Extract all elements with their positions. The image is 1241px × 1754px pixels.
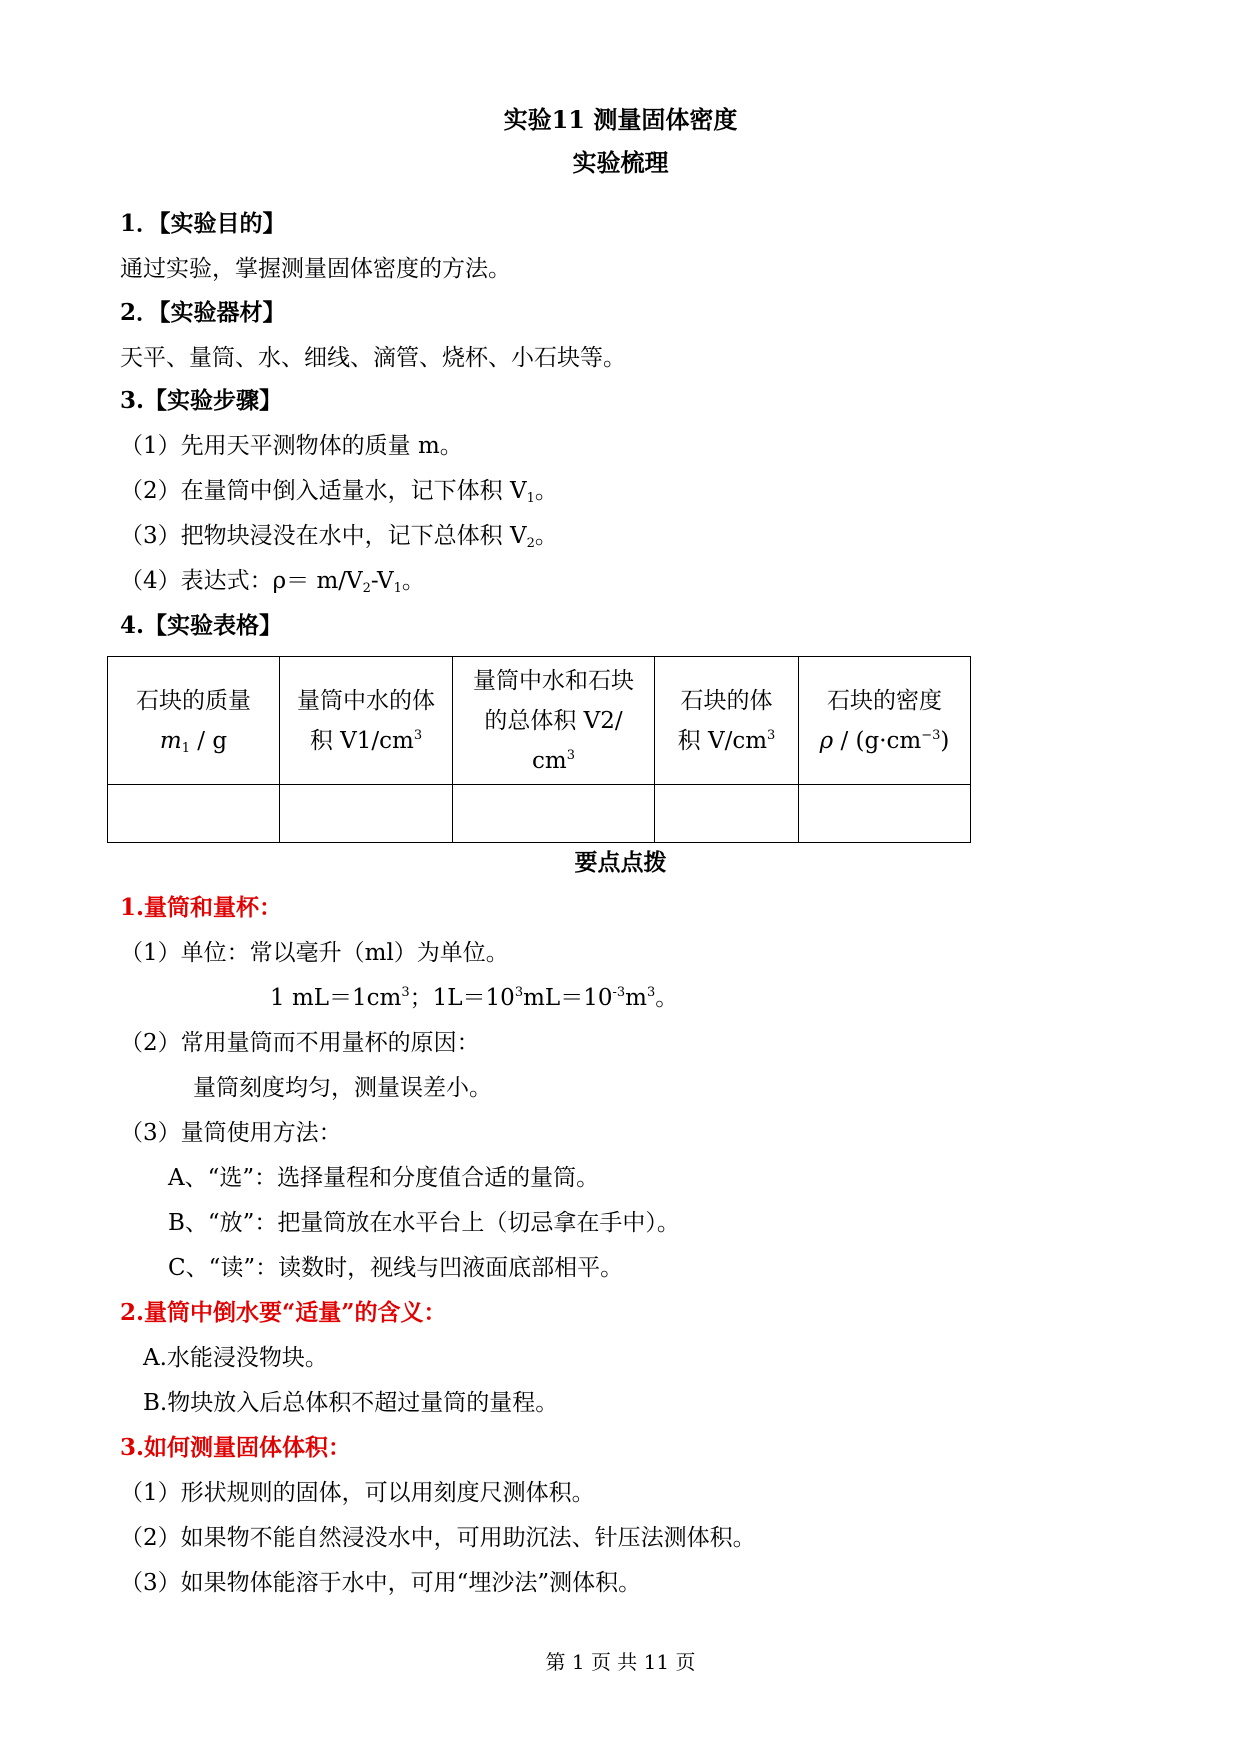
tip2-b: B.物块放入后总体积不超过量筒的量程。	[143, 1390, 559, 1416]
tip3-p3: （3）如果物体能溶于水中，可用“埋沙法”测体积。	[120, 1570, 642, 1596]
tip1-reason-answer: 量筒刻度均匀，测量误差小。	[193, 1075, 492, 1101]
section-heading-table: 4.【实验表格】	[120, 612, 283, 639]
table-row	[108, 785, 971, 843]
section-heading-steps: 3.【实验步骤】	[120, 387, 283, 414]
tip1-usage-b: B、“放”：把量筒放在水平台上（切忌拿在手中）。	[168, 1210, 680, 1236]
tip2-a: A.水能浸没物块。	[143, 1345, 328, 1371]
col-stone-volume: 石块的体 积 $V/cm^3$	[655, 657, 799, 785]
step-2: （2）在量筒中倒入适量水，记下体积 $V_1$。	[120, 478, 558, 506]
tip1-heading: 1.量筒和量杯：	[120, 894, 283, 921]
step-1: （1）先用天平测物体的质量 m。	[120, 433, 463, 459]
table-cell[interactable]	[108, 785, 280, 843]
tip3-heading: 3.如何测量固体体积：	[120, 1434, 352, 1461]
equipment-text: 天平、量筒、水、细线、滴管、烧杯、小石块等。	[120, 345, 626, 371]
table-cell[interactable]	[280, 785, 453, 843]
table-cell[interactable]	[453, 785, 655, 843]
tip1-usage-c: C、“读”：读数时，视线与凹液面底部相平。	[168, 1255, 624, 1281]
col-water-volume: 量筒中水的体 积 $V1/cm^3$	[280, 657, 453, 785]
page-footer: 第 1 页 共 11 页	[545, 1650, 696, 1674]
tips-title: 要点点拨	[574, 849, 667, 876]
purpose-text: 通过实验，掌握测量固体密度的方法。	[120, 256, 511, 282]
tip1-usage-a: A、“选”：选择量程和分度值合适的量筒。	[168, 1165, 600, 1191]
step-4-formula: （4）表达式：$\rho= m/V_2-V_1$。	[120, 568, 425, 596]
tip1-unit-formula: 1 $mL=1cm^3$；$1L=10^3mL=10^{-3}m^3$。	[270, 985, 679, 1011]
col-mass: 石块的质量 $m_1$ / g	[108, 657, 280, 785]
page-title: 实验11 测量固体密度	[503, 105, 738, 134]
section-heading-equipment: 2．【实验器材】	[120, 299, 286, 326]
tip3-p2: （2）如果物不能自然浸没水中，可用助沉法、针压法测体积。	[120, 1525, 756, 1551]
tip2-heading: 2.量筒中倒水要“适量”的含义：	[120, 1299, 447, 1326]
table-cell[interactable]	[655, 785, 799, 843]
step-3: （3）把物块浸没在水中，记下总体积 $V_2$。	[120, 523, 558, 551]
col-density: 石块的密度 $\rho / (g\cdot cm^{-3})$	[799, 657, 971, 785]
table-cell[interactable]	[799, 785, 971, 843]
tip1-reason: （2）常用量筒而不用量杯的原因：	[120, 1030, 480, 1056]
tip1-unit: （1）单位：常以毫升（ml）为单位。	[120, 940, 509, 966]
section-heading-purpose: 1．【实验目的】	[120, 210, 286, 237]
page-subtitle: 实验梳理	[572, 148, 669, 177]
tip3-p1: （1）形状规则的固体，可以用刻度尺测体积。	[120, 1480, 595, 1506]
table-header-row	[108, 657, 971, 785]
col-total-volume: 量筒中水和石块 的总体积 V2/ $cm^3$	[453, 657, 655, 785]
tip1-usage: （3）量筒使用方法：	[120, 1120, 342, 1146]
experiment-table	[107, 656, 971, 843]
